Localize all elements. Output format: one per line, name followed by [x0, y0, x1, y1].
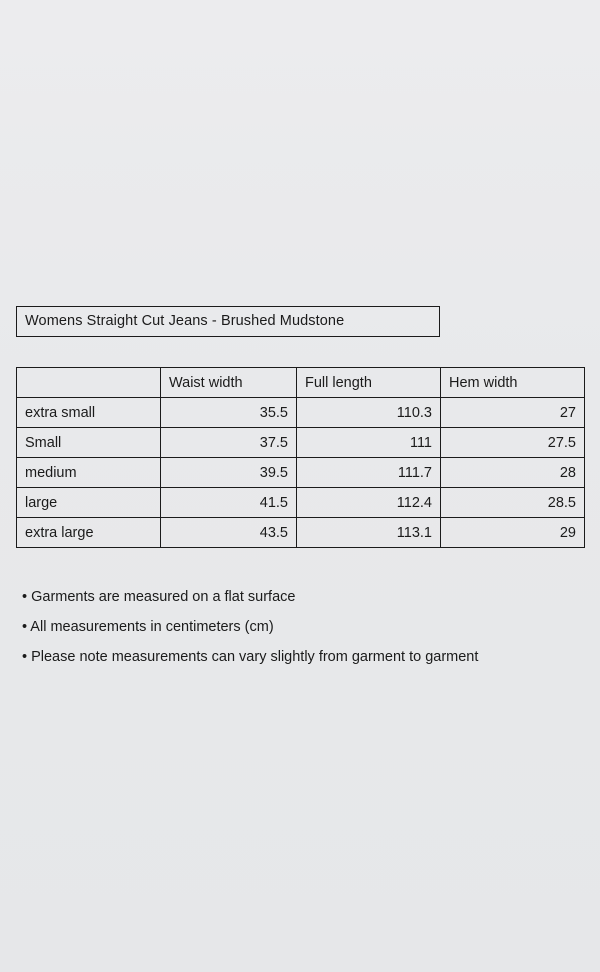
cell-size: extra large	[17, 518, 161, 548]
table-row	[17, 488, 585, 518]
cell-full-length: 110.3	[297, 398, 441, 428]
cell-waist-width: 35.5	[161, 398, 297, 428]
column-header-waist-width: Waist width	[161, 368, 297, 398]
cell-waist-width: 43.5	[161, 518, 297, 548]
cell-full-length: 111	[297, 428, 441, 458]
notes-list	[22, 582, 582, 672]
list-item: • Garments are measured on a flat surface	[22, 589, 296, 605]
list-item: • All measurements in centimeters (cm)	[22, 619, 274, 635]
page-title: Womens Straight Cut Jeans - Brushed Mudstone	[25, 313, 345, 330]
cell-full-length: 111.7	[297, 458, 441, 488]
cell-full-length: 113.1	[297, 518, 441, 548]
cell-size: Small	[17, 428, 161, 458]
cell-hem-width: 28.5	[441, 488, 585, 518]
cell-size: large	[17, 488, 161, 518]
column-header-size	[17, 368, 161, 398]
column-header-hem-width: Hem width	[441, 368, 585, 398]
cell-waist-width: 41.5	[161, 488, 297, 518]
cell-size: extra small	[17, 398, 161, 428]
table-row	[17, 428, 585, 458]
table-header-row	[17, 368, 585, 398]
table-row	[17, 398, 585, 428]
cell-hem-width: 27	[441, 398, 585, 428]
cell-hem-width: 28	[441, 458, 585, 488]
cell-waist-width: 37.5	[161, 428, 297, 458]
cell-size: medium	[17, 458, 161, 488]
list-item: • Please note measurements can vary slightly from garment to garment	[22, 649, 479, 665]
table-row	[17, 518, 585, 548]
table-row	[17, 458, 585, 488]
cell-full-length: 112.4	[297, 488, 441, 518]
cell-hem-width: 29	[441, 518, 585, 548]
cell-hem-width: 27.5	[441, 428, 585, 458]
measurements-table	[16, 367, 585, 548]
column-header-full-length: Full length	[297, 368, 441, 398]
product-title-box	[16, 306, 440, 337]
cell-waist-width: 39.5	[161, 458, 297, 488]
